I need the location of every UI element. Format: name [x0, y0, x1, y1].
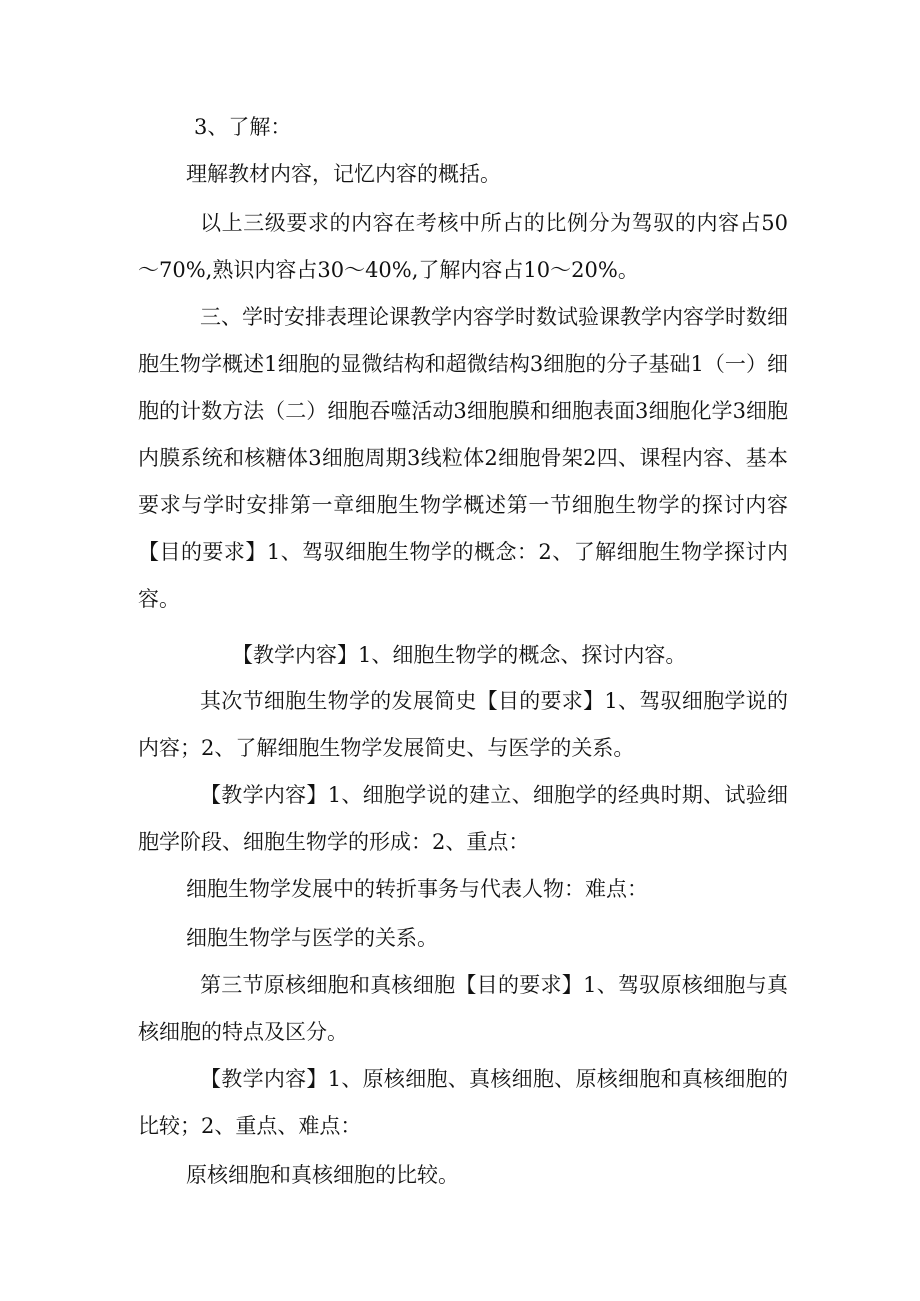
paragraph-schedule-and-chapter-one: 三、学时安排表理论课教学内容学时数试验课教学内容学时数细胞生物学概述1细胞的显微结构和超微结构3细胞的分子基础1（一）细胞的计数方法（二）细胞吞噬活动3细胞膜和细胞表面3细胞化学3细胞内膜系统和核糖体3细胞周期3线粒体2细胞骨架2四、课程内容、基本要求与学时安排第一章细胞生物学概述第一节细胞生物学的探讨内容【目的要求】1、驾驭细胞生物学的概念：2、了解细胞生物学探讨内容。 [138, 305, 788, 611]
paragraph-section-two-key-point: 细胞生物学发展中的转折事务与代表人物：难点： [186, 877, 648, 901]
paragraph-understand-heading: 3、了解： [194, 115, 292, 139]
paragraph-chapter-one-content: 【教学内容】1、细胞生物学的概念、探讨内容。 [232, 643, 687, 667]
paragraph-section-two-difficulty: 细胞生物学与医学的关系。 [186, 926, 438, 950]
paragraph-section-three-goals: 第三节原核细胞和真核细胞【目的要求】1、驾驭原核细胞与真核细胞的特点及区分。 [138, 973, 788, 1044]
paragraph-section-three-comparison: 原核细胞和真核细胞的比较。 [186, 1163, 459, 1187]
paragraph-assessment-ratio: 以上三级要求的内容在考核中所占的比例分为驾驭的内容占50～70%,熟识内容占30～40%,了解内容占10～20%。 [138, 211, 788, 282]
paragraph-section-three-content: 【教学内容】1、原核细胞、真核细胞、原核细胞和真核细胞的比较；2、重点、难点： [138, 1067, 788, 1138]
paragraph-section-two-goals: 其次节细胞生物学的发展简史【目的要求】1、驾驭细胞学说的内容；2、了解细胞生物学发展简史、与医学的关系。 [138, 689, 788, 760]
paragraph-section-two-content: 【教学内容】1、细胞学说的建立、细胞学的经典时期、试验细胞学阶段、细胞生物学的形成：2、重点： [138, 783, 788, 854]
paragraph-understand-definition: 理解教材内容，记忆内容的概括。 [186, 162, 501, 186]
